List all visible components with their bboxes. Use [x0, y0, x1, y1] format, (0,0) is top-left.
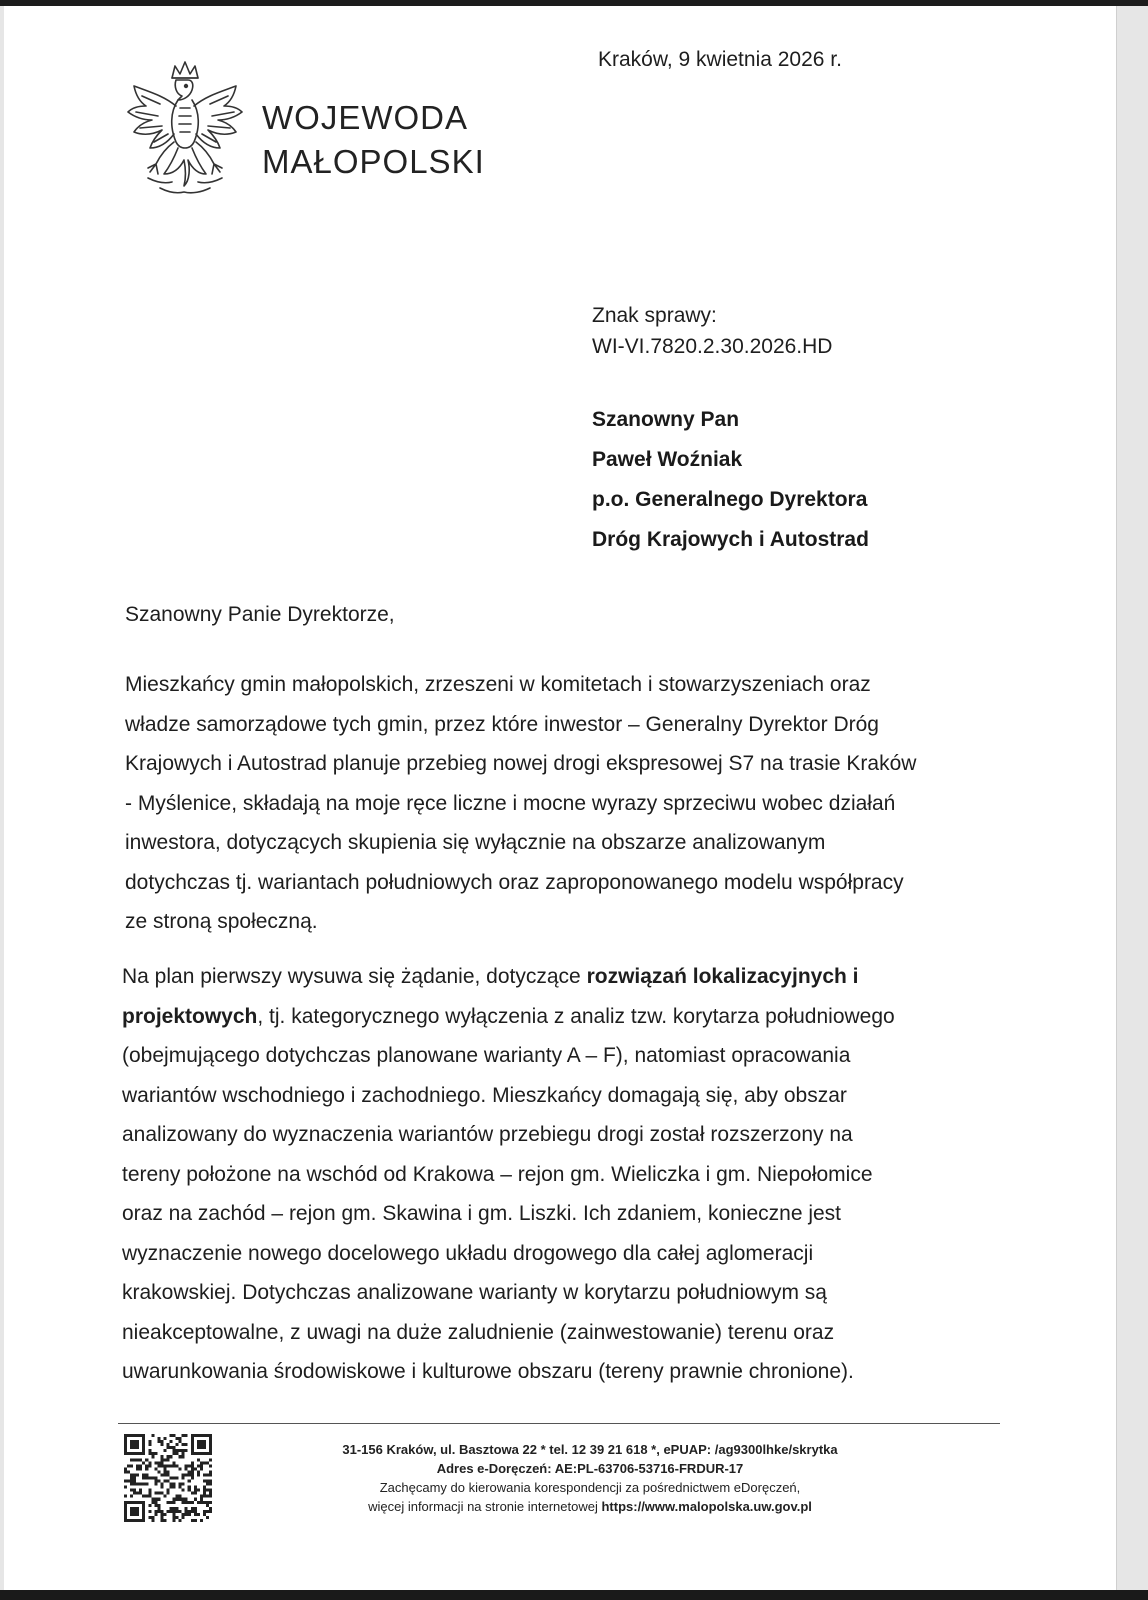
text-run: Na plan pierwszy wysuwa się żądanie, dotyczące [122, 965, 587, 988]
footer-info [220, 1497, 960, 1516]
text-run: , tj. kategorycznego wyłączenia z analiz tzw. korytarza południowego [257, 1004, 895, 1028]
text-line [122, 997, 895, 1037]
text-line: tereny położone na wschód od Krakowa – rejon gm. Wieliczka i gm. Niepołomice [122, 1162, 873, 1186]
office-name-line1: WOJEWODA [262, 99, 468, 136]
footer-website-link[interactable]: https://www.malopolska.uw.gov.pl [601, 1499, 812, 1514]
text-line: ze stroną społeczną. [125, 910, 318, 933]
text-line: - Myślenice, składają na moje ręce liczne i mocne wyrazy sprzeciwu wobec działań [125, 791, 896, 815]
office-name [262, 96, 485, 184]
text-line: oraz na zachód – rejon gm. Skawina i gm. Liszki. Ich zdaniem, konieczne jest [122, 1202, 842, 1225]
footer-info-text: więcej informacji na stronie internetowej [368, 1499, 602, 1514]
scan-edge-bottom [0, 1590, 1148, 1600]
text-line: krakowskiej. Dotychczas analizowane warianty w korytarzu południowym są [122, 1281, 827, 1304]
text-line: Krajowych i Autostrad planuje przebieg nowej drogi ekspresowej S7 na trasie Kraków [125, 752, 917, 775]
text-line: dotychczas tj. wariantach południowych oraz zaproponowanego modelu współpracy [125, 870, 904, 894]
polish-eagle-emblem-icon [120, 56, 250, 206]
case-reference-number: WI-VI.7820.2.30.2026.HD [592, 335, 833, 358]
text-line: władze samorządowe tych gmin, przez które inwestor – Generalny Dyrektor Dróg [125, 712, 879, 736]
footer-info: Zachęcamy do kierowania korespondencji za pośrednictwem eDoręczeń, [379, 1480, 801, 1495]
place-date: Kraków, 9 kwietnia 2026 r. [598, 48, 842, 71]
addressee-line: Szanowny Pan [592, 408, 740, 431]
text-line: wyznaczenie nowego docelowego układu drogowego dla całej aglomeracji [122, 1241, 814, 1265]
footer-edelivery-address: Adres e-Doręczeń: AE:PL-63706-53716-FRDUR-17 [436, 1461, 744, 1476]
office-name-line2: MAŁOPOLSKI [262, 143, 485, 180]
text-line: analizowany do wyznaczenia wariantów przebiegu drogi został rozszerzony na [122, 1123, 853, 1146]
salutation: Szanowny Panie Dyrektorze, [125, 603, 395, 626]
case-reference [592, 300, 832, 362]
paragraph-1 [125, 665, 916, 942]
text-line: wariantów wschodniego i zachodniego. Mieszkańcy domagają się, aby obszar [122, 1083, 847, 1107]
text-line: Mieszkańcy gmin małopolskich, zrzeszeni w komitetach i stowarzyszeniach oraz [125, 673, 871, 696]
addressee-block [592, 400, 869, 560]
text-line [122, 957, 895, 997]
addressee-line: Dróg Krajowych i Autostrad [592, 528, 869, 551]
addressee-line: p.o. Generalnego Dyrektora [592, 488, 868, 511]
qr-code-icon [124, 1434, 212, 1522]
text-line: inwestora, dotyczących skupienia się wyłącznie na obszarze analizowanym [125, 831, 826, 854]
text-line: (obejmującego dotychczas planowane warianty A – F), natomiast opracowania [122, 1044, 851, 1067]
text-line: uwarunkowania środowiskowe i kulturowe obszaru (tereny prawnie chronione). [122, 1360, 854, 1383]
bold-text-run: projektowych [122, 1004, 258, 1028]
footer-divider [118, 1423, 1000, 1424]
case-reference-label: Znak sprawy: [592, 304, 717, 327]
paragraph-2 [122, 957, 895, 1392]
bold-text-run: rozwiązań lokalizacyjnych i [586, 965, 859, 988]
addressee-line: Paweł Woźniak [592, 448, 743, 471]
footer-address: 31-156 Kraków, ul. Basztowa 22 * tel. 12 39 21 618 *, ePUAP: /ag9300lhke/skrytka [342, 1442, 838, 1457]
text-line: nieakceptowalne, z uwagi na duże zaludnienie (zainwestowanie) terenu oraz [122, 1320, 835, 1344]
footer-contact [220, 1440, 960, 1516]
